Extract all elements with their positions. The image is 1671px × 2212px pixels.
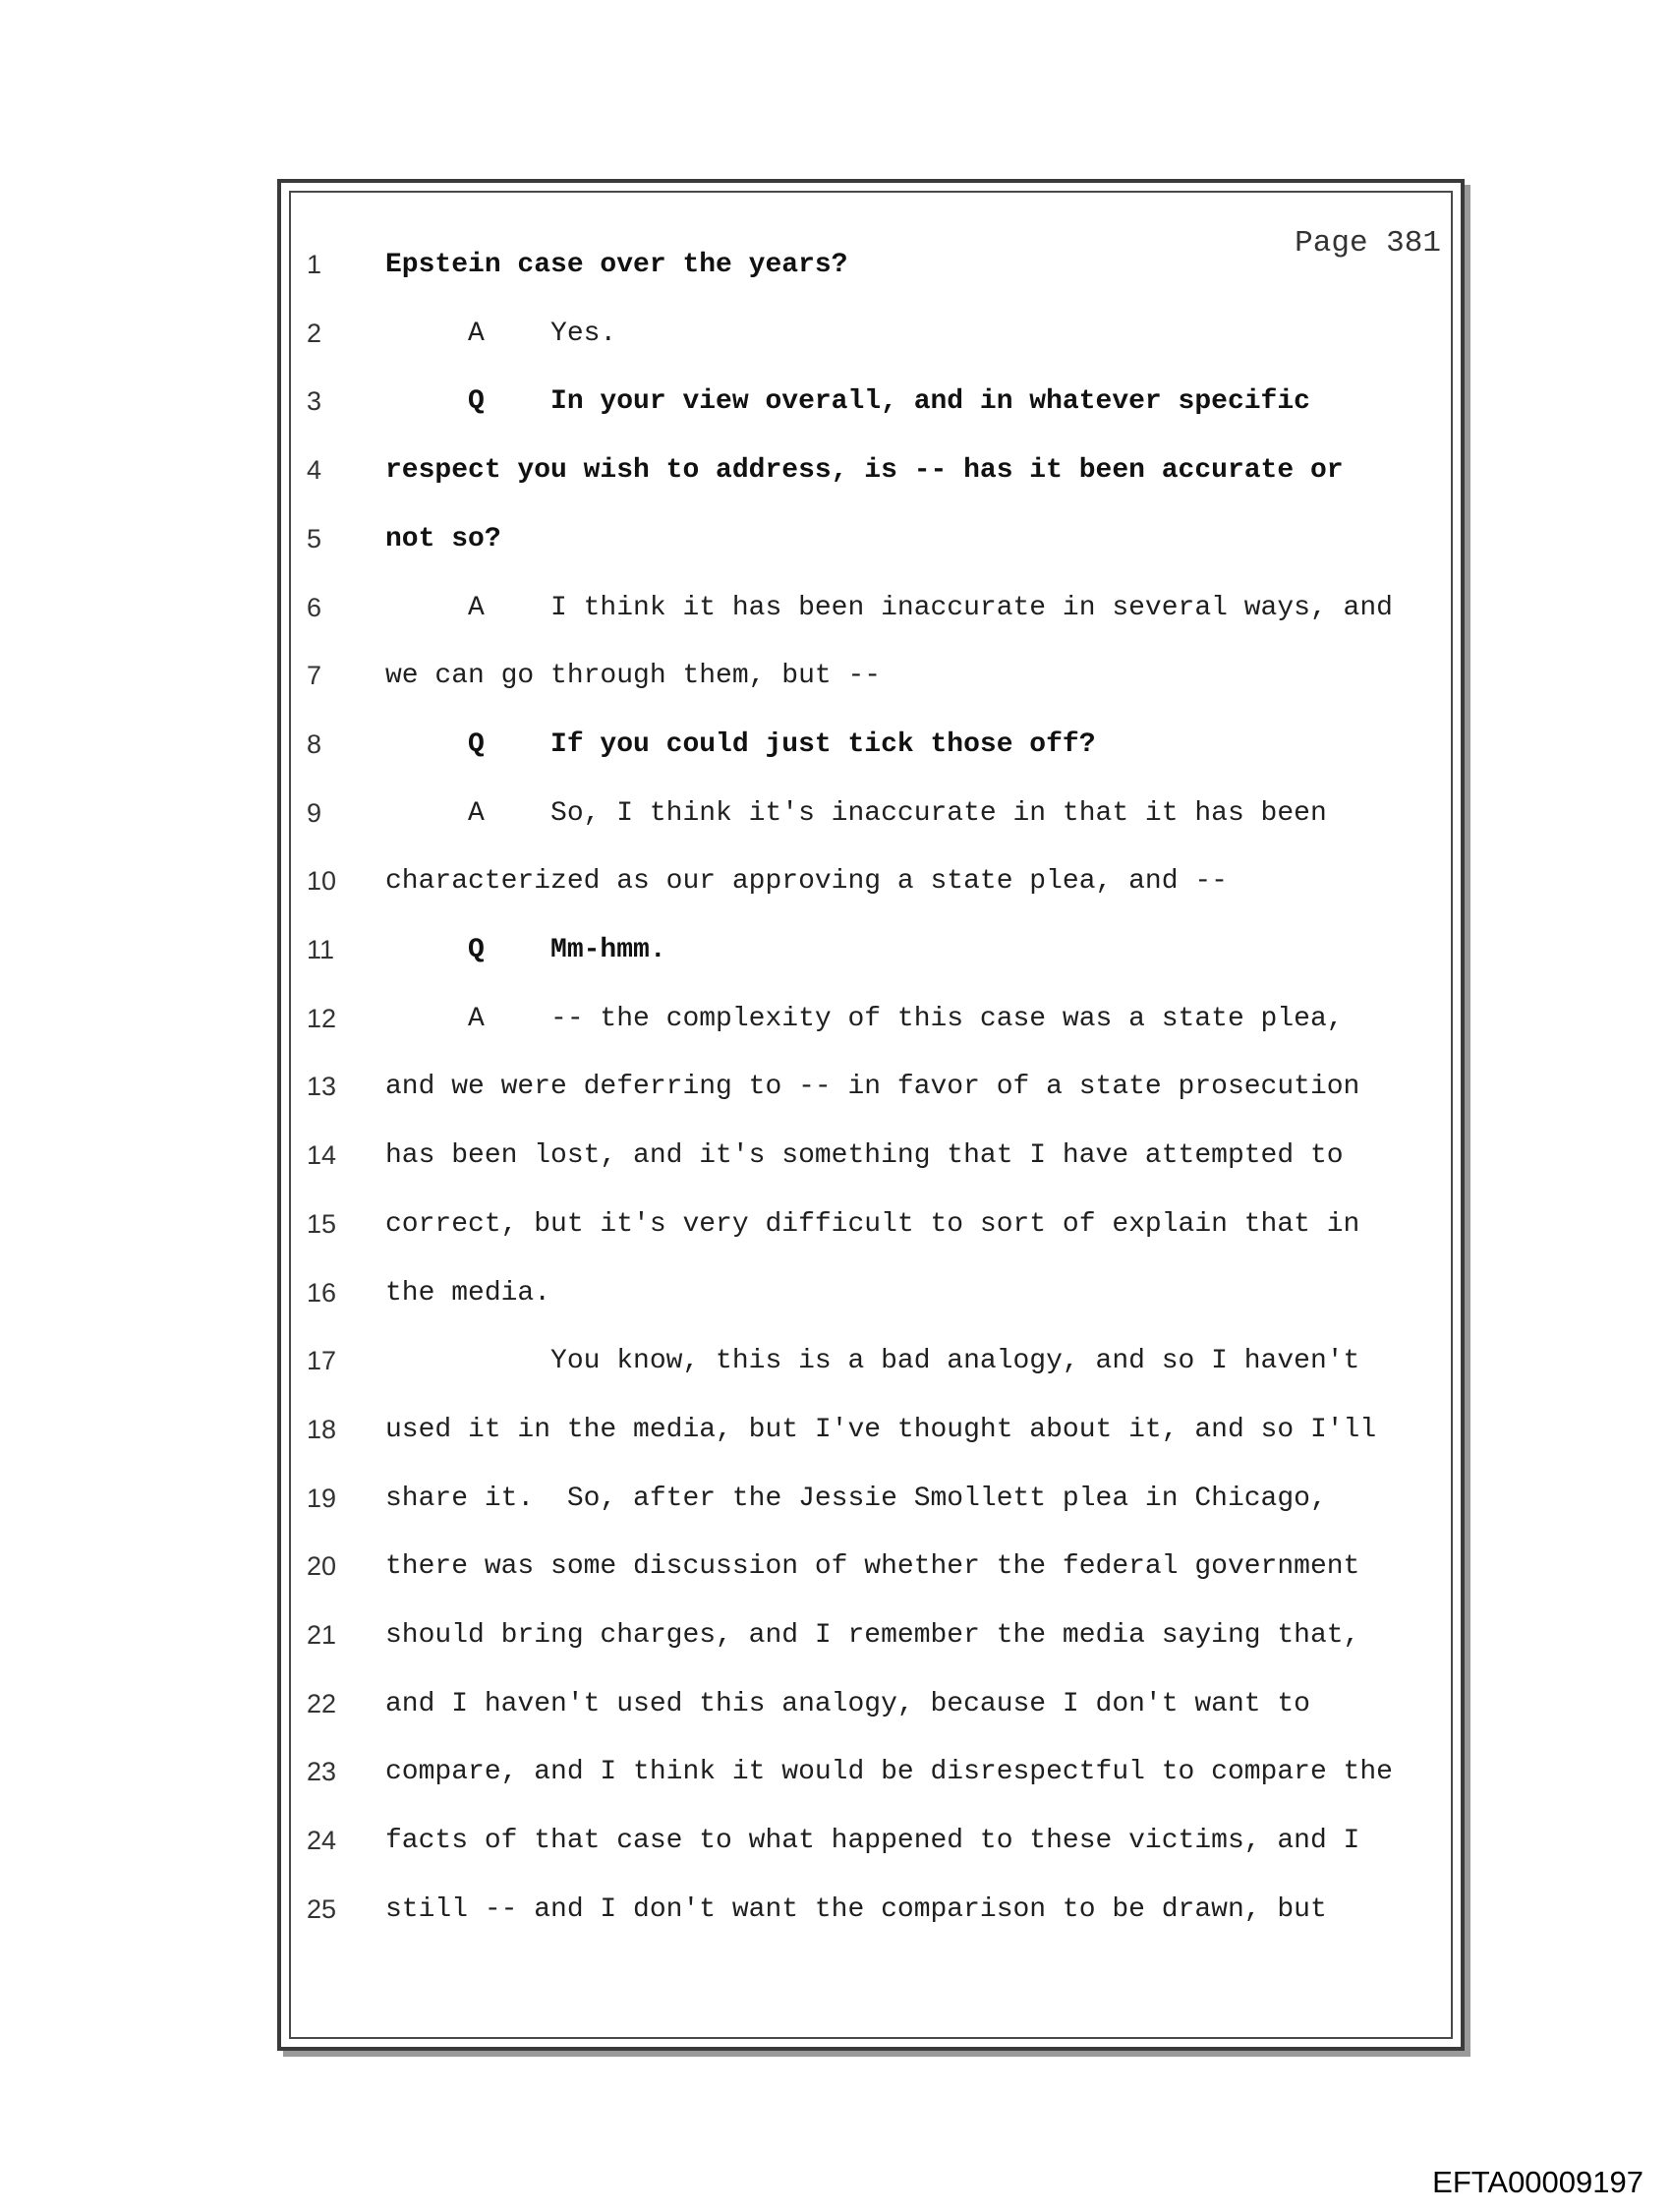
transcript-line xyxy=(281,386,1461,426)
transcript-line xyxy=(281,1894,1461,1934)
transcript-line xyxy=(281,1209,1461,1249)
line-number: 14 xyxy=(307,1140,337,1171)
transcript-line xyxy=(281,1140,1461,1180)
line-text: should bring charges, and I remember the media saying that, xyxy=(385,1620,1360,1651)
transcript-line xyxy=(281,1551,1461,1591)
line-number: 20 xyxy=(307,1551,337,1582)
line-text: Q If you could just tick those off? xyxy=(385,728,1096,760)
transcript-line xyxy=(281,935,1461,974)
line-number: 17 xyxy=(307,1346,337,1376)
line-text: not so? xyxy=(385,523,501,554)
transcript-line xyxy=(281,1415,1461,1454)
line-number: 10 xyxy=(307,866,337,897)
line-text: used it in the media, but I've thought about it, and so I'll xyxy=(385,1414,1377,1445)
line-number: 3 xyxy=(307,386,322,417)
line-number: 5 xyxy=(307,523,322,553)
line-text: there was some discussion of whether the federal government xyxy=(385,1551,1360,1583)
line-text: facts of that case to what happened to these victims, and I xyxy=(385,1826,1360,1857)
line-number: 18 xyxy=(307,1414,337,1444)
line-number: 23 xyxy=(307,1757,337,1787)
line-number: 6 xyxy=(307,592,322,622)
transcript-line xyxy=(281,1346,1461,1385)
transcript-line xyxy=(281,593,1461,632)
line-number: 7 xyxy=(307,661,322,691)
line-number: 15 xyxy=(307,1208,337,1239)
transcript-line xyxy=(281,319,1461,358)
transcript-line xyxy=(281,1826,1461,1865)
line-number: 9 xyxy=(307,797,322,828)
line-text: Q In your view overall, and in whatever specific xyxy=(385,386,1310,418)
transcript-line xyxy=(281,798,1461,838)
line-number: 25 xyxy=(307,1893,337,1924)
line-text: respect you wish to address, is -- has it been accurate or xyxy=(385,455,1344,487)
page-number: Page 381 xyxy=(1295,226,1441,261)
line-text: share it. So, after the Jessie Smollett plea in Chicago, xyxy=(385,1483,1327,1514)
line-text: compare, and I think it would be disrespectful to compare the xyxy=(385,1757,1393,1788)
line-text: Q Mm-hmm. xyxy=(385,935,666,965)
transcript-line xyxy=(281,455,1461,495)
line-text: still -- and I don't want the comparison to be drawn, but xyxy=(385,1893,1327,1925)
line-text: A I think it has been inaccurate in several ways, and xyxy=(385,592,1393,623)
line-number: 13 xyxy=(307,1072,337,1102)
transcript-line xyxy=(281,1620,1461,1659)
transcript-line xyxy=(281,661,1461,700)
line-number: 24 xyxy=(307,1826,337,1856)
line-text: characterized as our approving a state plea, and -- xyxy=(385,866,1228,898)
line-text: A -- the complexity of this case was a state plea, xyxy=(385,1003,1344,1034)
line-text: Epstein case over the years? xyxy=(385,250,848,280)
document-id: EFTA00009197 xyxy=(1432,2165,1643,2199)
line-number: 12 xyxy=(307,1003,337,1033)
transcript-line xyxy=(281,729,1461,769)
line-text: the media. xyxy=(385,1277,551,1309)
line-number: 11 xyxy=(307,935,335,964)
line-text: has been lost, and it's something that I have attempted to xyxy=(385,1140,1344,1172)
line-number: 21 xyxy=(307,1620,337,1650)
transcript-line xyxy=(281,1004,1461,1043)
line-number: 1 xyxy=(307,250,322,279)
line-text: we can go through them, but -- xyxy=(385,661,882,692)
line-text: You know, this is a bad analogy, and so I haven't xyxy=(385,1346,1360,1377)
line-number: 22 xyxy=(307,1688,337,1718)
transcript-line xyxy=(281,866,1461,905)
transcript-line xyxy=(281,1484,1461,1523)
line-number: 2 xyxy=(307,318,322,348)
line-text: correct, but it's very difficult to sort of explain that in xyxy=(385,1208,1360,1240)
transcript-line xyxy=(281,1757,1461,1796)
line-number: 4 xyxy=(307,455,322,486)
transcript-line xyxy=(281,250,1461,289)
line-text: A Yes. xyxy=(385,318,617,349)
transcript-line xyxy=(281,1278,1461,1317)
line-number: 16 xyxy=(307,1277,337,1308)
transcript-line xyxy=(281,524,1461,563)
line-text: A So, I think it's inaccurate in that it has been xyxy=(385,797,1327,829)
line-text: and I haven't used this analogy, because I don't want to xyxy=(385,1688,1310,1719)
line-text: and we were deferring to -- in favor of a state prosecution xyxy=(385,1072,1360,1103)
line-number: 8 xyxy=(307,728,322,759)
transcript-line xyxy=(281,1689,1461,1728)
line-number: 19 xyxy=(307,1483,337,1513)
transcript-line xyxy=(281,1072,1461,1111)
transcript-frame xyxy=(277,179,1465,2051)
